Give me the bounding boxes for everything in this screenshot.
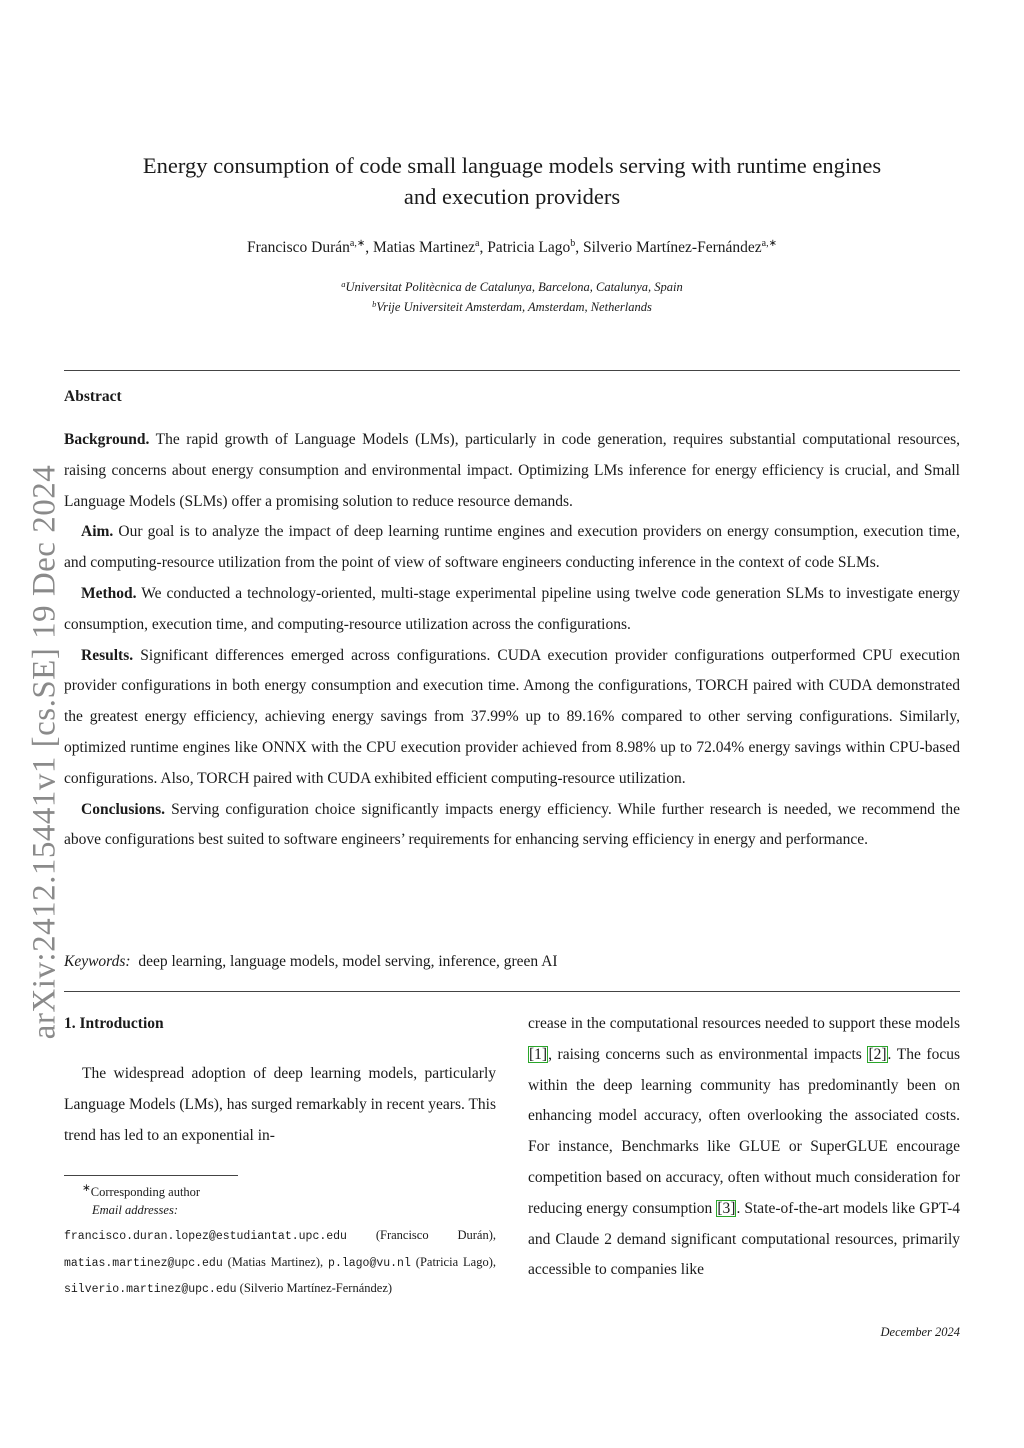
arxiv-identifier-stamp: arXiv:2412.15441v1 [cs.SE] 19 Dec 2024 <box>26 464 63 1040</box>
citation-link[interactable]: [1] <box>529 1045 548 1063</box>
author-separator: , <box>479 239 488 256</box>
title-line-2: and execution providers <box>403 184 621 209</box>
keywords-text: deep learning, language models, model serving, inference, green AI <box>138 953 558 970</box>
keywords-label: Keywords: <box>64 953 131 970</box>
abstract-body <box>64 425 960 856</box>
abstract-results <box>64 641 960 795</box>
author-list <box>64 238 960 257</box>
aim-label: Aim. <box>81 523 114 541</box>
affiliation-text: Universitat Politècnica de Catalunya, Barcelona, Catalunya, Spain <box>345 280 683 294</box>
keywords <box>64 953 558 971</box>
intro-paragraph-left: The widespread adoption of deep learning models, particularly Language Models (LMs), has surged remarkably in recent years. This trend has led to an exponential in- <box>64 1065 497 1144</box>
author-affiliation-mark: a <box>474 238 480 249</box>
abstract-top-rule <box>64 370 960 371</box>
email-owner: (Silverio Martínez-Fernández) <box>239 1281 393 1296</box>
author-affiliation-mark: a,∗ <box>761 238 777 249</box>
section-heading-introduction: 1. Introduction <box>64 1015 164 1032</box>
intro-text: . The focus within the deep learning community has predominantly been on enhancing model accuracy, often overlooking the associated costs. For instance, Benchmarks like GLUE or SuperGLUE encourage competition based on accuracy, often without much consideration for reducing energy consumption <box>528 1045 960 1217</box>
email-link[interactable]: p.lago@vu.nl <box>328 1256 411 1270</box>
affiliations <box>64 276 960 316</box>
preprint-date: December 2024 <box>880 1325 960 1339</box>
email-owner: (Francisco Durán), <box>375 1228 496 1243</box>
citation-link[interactable]: [3] <box>717 1199 736 1217</box>
background-label: Background. <box>64 431 150 448</box>
aim-text: Our goal is to analyze the impact of deep learning runtime engines and execution providers on energy consumption, execution time, and computing-resource utilization from the point of view of software engineers conducting inference in the context of code SLMs. <box>64 523 960 572</box>
email-link[interactable]: matias.martinez@upc.edu <box>64 1256 223 1270</box>
abstract-aim <box>64 517 960 579</box>
author-name: Patricia Lago <box>487 239 571 256</box>
intro-text: , raising concerns such as environmental impacts <box>548 1045 868 1063</box>
author-name: Matias Martinez <box>372 239 475 256</box>
method-label: Method. <box>81 584 137 602</box>
footnote-mark: ∗ <box>82 1183 91 1194</box>
abstract-bottom-rule <box>64 991 960 992</box>
title-line-1: Energy consumption of code small language models serving with runtime engines <box>142 153 882 178</box>
results-text: Significant differences emerged across configurations. CUDA execution provider configurations outperformed CPU execution provider configurations in both energy consumption and execution time. Among the configurations, TORCH paired with CUDA demonstrated the greatest energy efficiency, achieving energy savings from 37.99% up to 89.16% compared to other serving configurations. Similarly, optimized runtime engines like ONNX with the CPU execution provider achieved from 8.98% up to 72.04% energy savings within CPU-based configurations. Also, TORCH paired with CUDA exhibited efficient computing-resource utilization. <box>64 646 961 787</box>
email-addresses-label: Email addresses: <box>92 1203 178 1218</box>
affiliation-b <box>64 296 960 316</box>
left-column <box>64 1013 496 1151</box>
intro-paragraph-right <box>528 1009 960 1286</box>
author-separator: , <box>365 239 373 256</box>
author-name: Silverio Martínez-Fernández <box>583 239 762 256</box>
affiliation-a <box>64 276 960 296</box>
conclusions-label: Conclusions. <box>81 800 165 818</box>
abstract-conclusions <box>64 795 960 857</box>
footnote-rule <box>64 1175 238 1176</box>
affiliation-mark: a <box>341 279 346 289</box>
affiliation-text: Vrije Universiteit Amsterdam, Amsterdam, Netherlands <box>376 300 652 314</box>
intro-text: crease in the computational resources needed to support these models <box>528 1015 960 1032</box>
intro-text: . State-of-the-art models like GPT-4 and Claude 2 demand significant computational resources, primarily accessible to companies like <box>528 1199 961 1279</box>
author-name: Francisco Durán <box>247 239 350 256</box>
author-separator: , <box>575 239 584 256</box>
background-text: The rapid growth of Language Models (LMs), particularly in code generation, requires substantial computational resources, raising concerns about energy consumption and environmental impact. Optimizing LMs inference for energy efficiency is crucial, and Small Language Models (SLMs) offer a promising solution to reduce resource demands. <box>64 431 960 510</box>
email-link[interactable]: francisco.duran.lopez@estudiantat.upc.edu <box>64 1230 347 1244</box>
footnote <box>64 1180 496 1303</box>
author-affiliation-mark: a,∗ <box>349 238 366 249</box>
author-affiliation-mark: b <box>570 238 576 249</box>
email-link[interactable]: silverio.martinez@upc.edu <box>64 1283 237 1297</box>
abstract-heading: Abstract <box>64 388 122 405</box>
results-label: Results. <box>81 646 134 664</box>
email-owner: (Patricia Lago), <box>415 1254 496 1269</box>
abstract-background <box>64 425 960 517</box>
corresponding-author-note <box>64 1180 496 1201</box>
method-text: We conducted a technology-oriented, multi-stage experimental pipeline using twelve code generation SLMs to investigate energy consumption, execution time, and computing-resource utilization across the configurations. <box>64 584 960 633</box>
corresponding-label: Corresponding author <box>90 1185 201 1200</box>
right-column <box>528 1009 960 1286</box>
abstract-method <box>64 579 960 641</box>
email-addresses <box>64 1223 496 1303</box>
email-owner: (Matias Martinez), <box>227 1254 324 1269</box>
paper-title <box>64 150 960 212</box>
affiliation-mark: b <box>372 299 377 309</box>
conclusions-text: Serving configuration choice significantly impacts energy efficiency. While further research is needed, we recommend the above configurations best suited to software engineers’ requirements for enhancing serving efficiency in energy and performance. <box>64 800 960 849</box>
citation-link[interactable]: [2] <box>868 1045 887 1063</box>
